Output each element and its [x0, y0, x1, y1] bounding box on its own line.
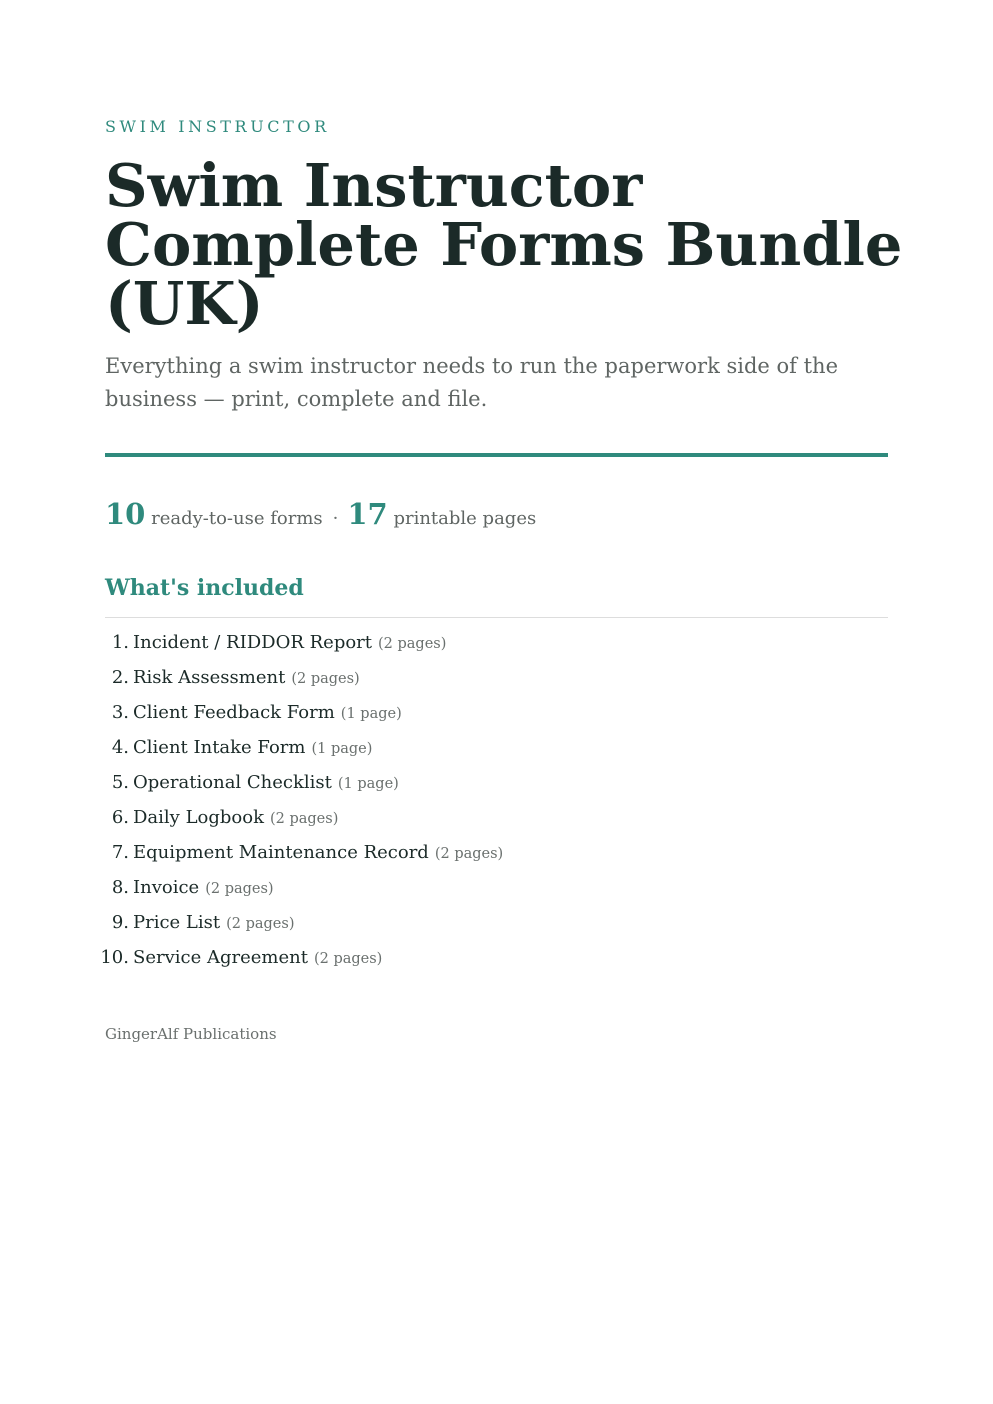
item-number: 1.: [111, 632, 129, 653]
item-number: 4.: [111, 737, 129, 758]
item-number: 10.: [100, 947, 129, 968]
item-name: Client Feedback Form: [133, 702, 335, 723]
pages-count-label: printable pages: [393, 508, 537, 529]
item-name: Invoice: [133, 877, 200, 898]
item-text: [133, 702, 402, 723]
page-subtitle: Everything a swim instructor needs to run the paperwork side of the business — print, complete and file.: [105, 354, 838, 411]
item-number: 8.: [111, 877, 129, 898]
item-text: [133, 772, 399, 793]
item-text: [133, 842, 503, 863]
item-name: Client Intake Form: [133, 737, 306, 758]
pages-count: 17: [347, 497, 388, 531]
item-text: [133, 947, 382, 968]
publisher-name: GingerAlf Publications: [105, 1025, 277, 1043]
item-text: [133, 877, 274, 898]
item-pages: (1 page): [340, 706, 402, 722]
item-pages: (2 pages): [226, 916, 295, 932]
item-name: Service Agreement: [133, 947, 308, 968]
category-eyebrow: SWIM INSTRUCTOR: [105, 117, 330, 136]
bundle-stats: [105, 497, 536, 531]
title-line: Complete Forms Bundle: [105, 210, 903, 279]
item-name: Equipment Maintenance Record: [133, 842, 429, 863]
item-name: Incident / RIDDOR Report: [133, 632, 373, 653]
accent-divider: [105, 453, 888, 457]
item-name: Daily Logbook: [133, 807, 264, 828]
item-name: Price List: [133, 912, 221, 933]
item-number: 7.: [111, 842, 129, 863]
item-number: 3.: [111, 702, 129, 723]
item-pages: (2 pages): [378, 636, 447, 652]
item-text: [133, 912, 295, 933]
item-pages: (2 pages): [205, 881, 274, 897]
item-pages: (2 pages): [291, 671, 360, 687]
item-name: Operational Checklist: [133, 772, 332, 793]
item-number: 2.: [111, 667, 129, 688]
forms-count: 10: [105, 497, 146, 531]
item-pages: (1 page): [311, 741, 373, 757]
title-line: (UK): [105, 269, 264, 338]
title-line: Swim Instructor: [105, 151, 643, 220]
page-title: [105, 151, 905, 338]
item-text: [133, 807, 338, 828]
item-name: Risk Assessment: [133, 667, 286, 688]
item-pages: (1 page): [337, 776, 399, 792]
item-pages: (2 pages): [313, 951, 383, 967]
item-text: [133, 737, 372, 758]
item-text: [133, 632, 446, 653]
stats-separator: ·: [332, 508, 339, 529]
item-number: 6.: [111, 807, 129, 828]
section-heading: What's included: [105, 575, 304, 601]
section-divider: [105, 617, 888, 618]
item-text: [133, 667, 360, 688]
forms-count-label: ready-to-use forms: [151, 508, 323, 529]
item-number: 5.: [111, 772, 129, 793]
item-pages: (2 pages): [269, 811, 339, 827]
item-number: 9.: [111, 912, 129, 933]
item-pages: (2 pages): [434, 846, 504, 862]
